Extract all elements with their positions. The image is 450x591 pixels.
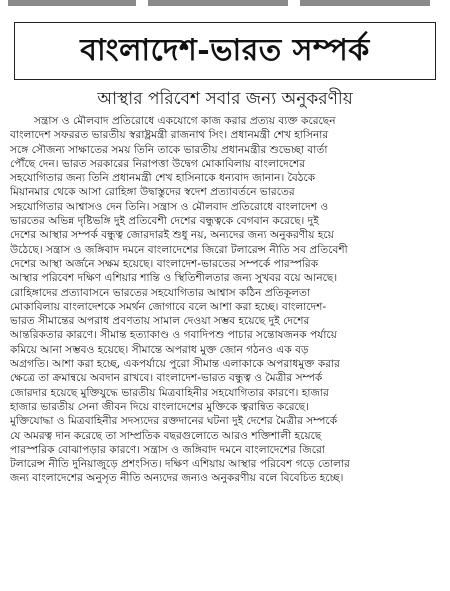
body-line: কমিয়ে আনা সম্ভবও হয়েছে। সীমান্তে অপরাধ মুক্ত জোন গঠনও এক বড় [10, 343, 309, 356]
body-line: ভারত সীমান্তের অপরাধ প্রবণতায় সামাল দেওয়া সম্ভব হয়েছে দুই দেশের [10, 315, 310, 328]
body-line: অগ্রগতি। আশা করা হচ্ছে, একপর্যায়ে পুরো সীমান্ত এলাকাকে অপরাধমুক্ত করার [10, 358, 341, 371]
body-line: রোহিঙ্গাদের প্রত্যাবাসনে ভারতের সহযোগিতার আশ্বাস কঠিন প্রতিকূলতা [10, 286, 311, 299]
top-rule [0, 0, 450, 6]
body-line: আস্থার পরিবেশ দক্ষিণ এশিয়ার শান্তি ও স্থিতিশীলতার জন্য সুখবর বয়ে আনছে। [10, 272, 338, 285]
body-line: যে অমরত্ব দান করেছে তা সাম্প্রতিক বছরগুলোতে আরও শক্তিশালী হয়েছে [10, 429, 322, 442]
body-line: হাজার ভারতীয় সেনা জীবন দিয়ে বাংলাদেশের মুক্তিকে ত্বরান্বিত করেছে। [10, 400, 310, 413]
body-line: পারস্পরিক বোঝাপড়ার কারণে। সন্ত্রাস ও জঙ্গিবাদ দমনে বাংলাদেশের জিরো [10, 443, 325, 456]
headline-box [14, 22, 436, 80]
body-line: ক্ষেত্রে তা ক্রমান্বয়ে অবদান রাখবে। বাংলাদেশ-ভারত বন্ধুত্ব ও মৈত্রীর সম্পর্ক [10, 372, 323, 385]
body-line: বাংলাদেশ সফররত ভারতীয় স্বরাষ্ট্রমন্ত্রী রাজনাথ সিং। প্রধানমন্ত্রী শেখ হাসিনার [10, 129, 329, 142]
body-line: সহযোগিতার জন্য তিনি প্রধানমন্ত্রী শেখ হাসিনাকে ধন্যবাদ জানান। বৈঠকে [10, 172, 316, 185]
body-line: সহযোগিতার আশ্বাসও দেন তিনি। সন্ত্রাস ও মৌলবাদ প্রতিরোধে বাংলাদেশ ও [10, 200, 329, 213]
headline: বাংলাদেশ-ভারত সম্পর্ক [80, 32, 370, 68]
body-line: দেশের আস্থা অর্জনে সক্ষম হয়েছে। বাংলাদেশ-ভারতের সম্পর্কে পারস্পরিক [10, 257, 319, 270]
body-line: জোরদার হয়েছে মুক্তিযুদ্ধে ভারতীয় মিত্রবাহিনীর সহযোগিতার কারণে। হাজার [10, 386, 329, 399]
body-line: আন্তরিকতার কারণে। সীমান্ত হত্যাকাণ্ড ও গবাদিপশু পাচার সন্তোষজনক পর্যায়ে [10, 329, 337, 342]
rule-segment [8, 0, 136, 6]
body-line: জন্য বাংলাদেশের অনুসৃত নীতি অন্যদের জন্যও অনুকরণীয় বলে বিবেচিত হচ্ছে। [10, 472, 344, 485]
body-line: মোকাবিলায় বাংলাদেশকে সমর্থন জোগাবে বলে আশা করা হচ্ছে। বাংলাদেশ- [10, 300, 327, 313]
body-line: সঙ্গে সৌজন্য সাক্ষাতের সময় তিনি তাকে ভারতীয় প্রধানমন্ত্রীর শুভেচ্ছা বার্তা [10, 143, 328, 156]
body-line: মুক্তিযোদ্ধা ও মিত্রবাহিনীর সদস্যদের রক্তদানের ঘটনা দুই দেশের মৈত্রীর সম্পর্কে [10, 415, 338, 428]
body-line: উঠেছে। সন্ত্রাস ও জঙ্গিবাদ দমনে বাংলাদেশের জিরো টলারেন্স নীতি সব প্রতিবেশী [10, 243, 348, 256]
subheadline: আস্থার পরিবেশ সবার জন্য অনুকরণীয় [97, 89, 353, 109]
rule-segment [148, 0, 288, 6]
rule-segment [300, 0, 430, 6]
body-line: টলারেন্স নীতি দুনিয়াজুড়ে প্রশংসিত। দক্ষিণ এশিয়ায় আস্থার পরিবেশ গড়ে তোলার [10, 458, 350, 471]
body-line: পৌঁছে দেন। ভারত সরকারের নিরাপত্তা উদ্বেগ মোকাবিলায় বাংলাদেশের [10, 157, 306, 170]
body-line: ভারতের অভিন্ন দৃষ্টিভঙ্গি দুই প্রতিবেশী দেশের বন্ধুত্বকে বেগবান করেছে। দুই [10, 215, 319, 228]
article-body [10, 114, 434, 486]
body-line: দেশের আস্থার সম্পর্ক বন্ধুত্ব জোরদারই শুধু নয়, অন্যদের জন্য অনুকরণীয় হয়ে [10, 229, 334, 242]
body-line: সন্ত্রাস ও মৌলবাদ প্রতিরোধে একযোগে কাজ করার প্রত্যয় ব্যক্ত করেছেন [34, 115, 336, 127]
body-line: মিয়ানমার থেকে আসা রোহিঙ্গা উদ্বাস্তুদের স্বদেশ প্রত্যাবর্তনে ভারতের [10, 186, 295, 199]
